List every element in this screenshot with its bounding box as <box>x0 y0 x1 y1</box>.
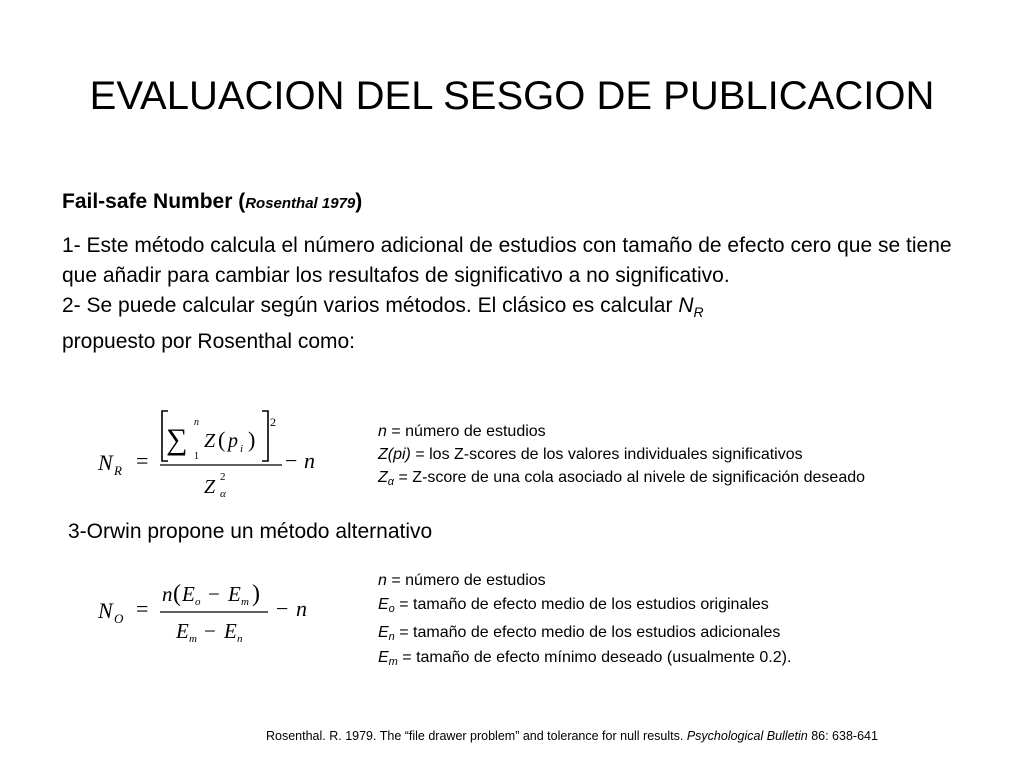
f1-right-bracket <box>262 411 268 461</box>
f2-num-n: n <box>162 582 173 606</box>
point-2-symbol: N <box>678 294 694 317</box>
legend-symbol: E <box>378 596 389 613</box>
legend-1-row-zpi <box>378 443 865 466</box>
f2-num-e2: E <box>228 582 241 606</box>
f2-den-minus: − <box>204 619 216 643</box>
legend-symbol: n <box>378 572 387 589</box>
f2-num-e1: E <box>182 582 195 606</box>
f2-lhs-sub: O <box>114 611 124 626</box>
f2-num-minus: − <box>208 582 220 606</box>
f1-equals: = <box>136 448 149 473</box>
legend-symbol: E <box>378 624 389 641</box>
reference-journal: Psychological Bulletin <box>686 729 808 743</box>
f1-sum-lower: 1 <box>194 451 199 462</box>
legend-2-row-eo <box>378 592 791 620</box>
slide-title: EVALUACION DEL SESGO DE PUBLICACION <box>89 74 935 118</box>
reference-pages: 86: 638-641 <box>807 729 878 743</box>
legend-rosenthal <box>378 420 865 489</box>
f1-z: Z <box>204 430 216 452</box>
f1-lhs: N <box>98 450 113 475</box>
subtitle-close: ) <box>355 190 363 213</box>
f1-den-z: Z <box>204 476 216 498</box>
f2-paren-r: ) <box>252 581 260 607</box>
f2-paren-l: ( <box>173 581 181 607</box>
legend-1-row-zalpha <box>378 466 865 489</box>
point-2-suffix: propuesto por Rosenthal como: <box>62 330 356 353</box>
legend-symbol: E <box>378 649 389 666</box>
formula-rosenthal <box>92 405 332 505</box>
f2-equals: = <box>136 596 149 621</box>
legend-text: = tamaño de efecto medio de los estudios adicionales <box>394 624 781 641</box>
legend-symbol-sub: o <box>388 603 395 615</box>
legend-symbol: n <box>378 423 387 440</box>
legend-symbol-sub: m <box>388 656 398 668</box>
legend-2-row-n <box>378 568 791 592</box>
legend-symbol: Z <box>378 469 388 486</box>
point-1: 1- Este método calcula el número adicional de estudios con tamaño de efecto cero que se tiene que añadir para cambiar los resultafos de significativo a no significativo. <box>62 234 952 287</box>
point-2-symbol-sub: R <box>693 304 704 320</box>
point-2 <box>62 291 982 357</box>
subtitle <box>62 190 362 214</box>
f1-p: p <box>228 430 238 452</box>
legend-symbol: Z(pi) <box>378 446 411 463</box>
f2-den-e1-sub: m <box>189 633 197 645</box>
legend-2-row-em <box>378 645 791 670</box>
legend-text: = tamaño de efecto medio de los estudios originales <box>394 596 769 613</box>
legend-text: = tamaño de efecto mínimo deseado (usualmente 0.2). <box>397 649 792 666</box>
f2-num-e1-sub: o <box>195 596 201 608</box>
f2-den-e2: E <box>224 619 237 643</box>
f2-minus: − <box>276 596 289 621</box>
subtitle-citation: Rosenthal 1979 <box>245 195 356 212</box>
legend-text: = número de estudios <box>386 423 546 440</box>
legend-symbol-sub: n <box>388 631 395 643</box>
formula-orwin <box>92 570 332 650</box>
f1-paren-l: ( <box>218 427 226 452</box>
f1-n: n <box>304 448 315 473</box>
f2-den-e2-sub: n <box>237 633 243 645</box>
f1-den-sub: α <box>220 488 226 500</box>
reference <box>266 729 878 743</box>
f1-lhs-sub: R <box>114 463 122 478</box>
f2-n: n <box>296 596 307 621</box>
f1-minus: − <box>285 448 298 473</box>
legend-2-row-en <box>378 620 791 645</box>
f2-den-e1: E <box>176 619 189 643</box>
f1-sum: ∑ <box>166 423 188 456</box>
f1-power: 2 <box>270 415 276 429</box>
point-3: 3-Orwin propone un método alternativo <box>68 520 433 543</box>
body-text <box>62 231 982 357</box>
legend-orwin <box>378 568 791 670</box>
f1-paren-r: ) <box>248 427 256 452</box>
f1-p-sub: i <box>240 443 244 455</box>
reference-text: Rosenthal. R. 1979. The “file drawer problem” and tolerance for null results. <box>266 729 687 743</box>
subtitle-main: Fail-safe Number ( <box>62 190 246 213</box>
f2-num-e2-sub: m <box>241 596 249 608</box>
point-2-prefix: 2- Se puede calcular según varios métodos. El clásico es calcular <box>62 294 679 317</box>
f1-sum-upper: n <box>194 417 199 428</box>
f2-lhs: N <box>98 598 113 623</box>
legend-text: = número de estudios <box>386 572 546 589</box>
legend-symbol-sub: α <box>387 476 395 488</box>
legend-1-row-n <box>378 420 865 443</box>
f1-den-power: 2 <box>220 471 226 483</box>
legend-text: = los Z-scores de los valores individuales significativos <box>410 446 803 463</box>
legend-text: = Z-score de una cola asociado al nivele de significación deseado <box>394 469 866 486</box>
